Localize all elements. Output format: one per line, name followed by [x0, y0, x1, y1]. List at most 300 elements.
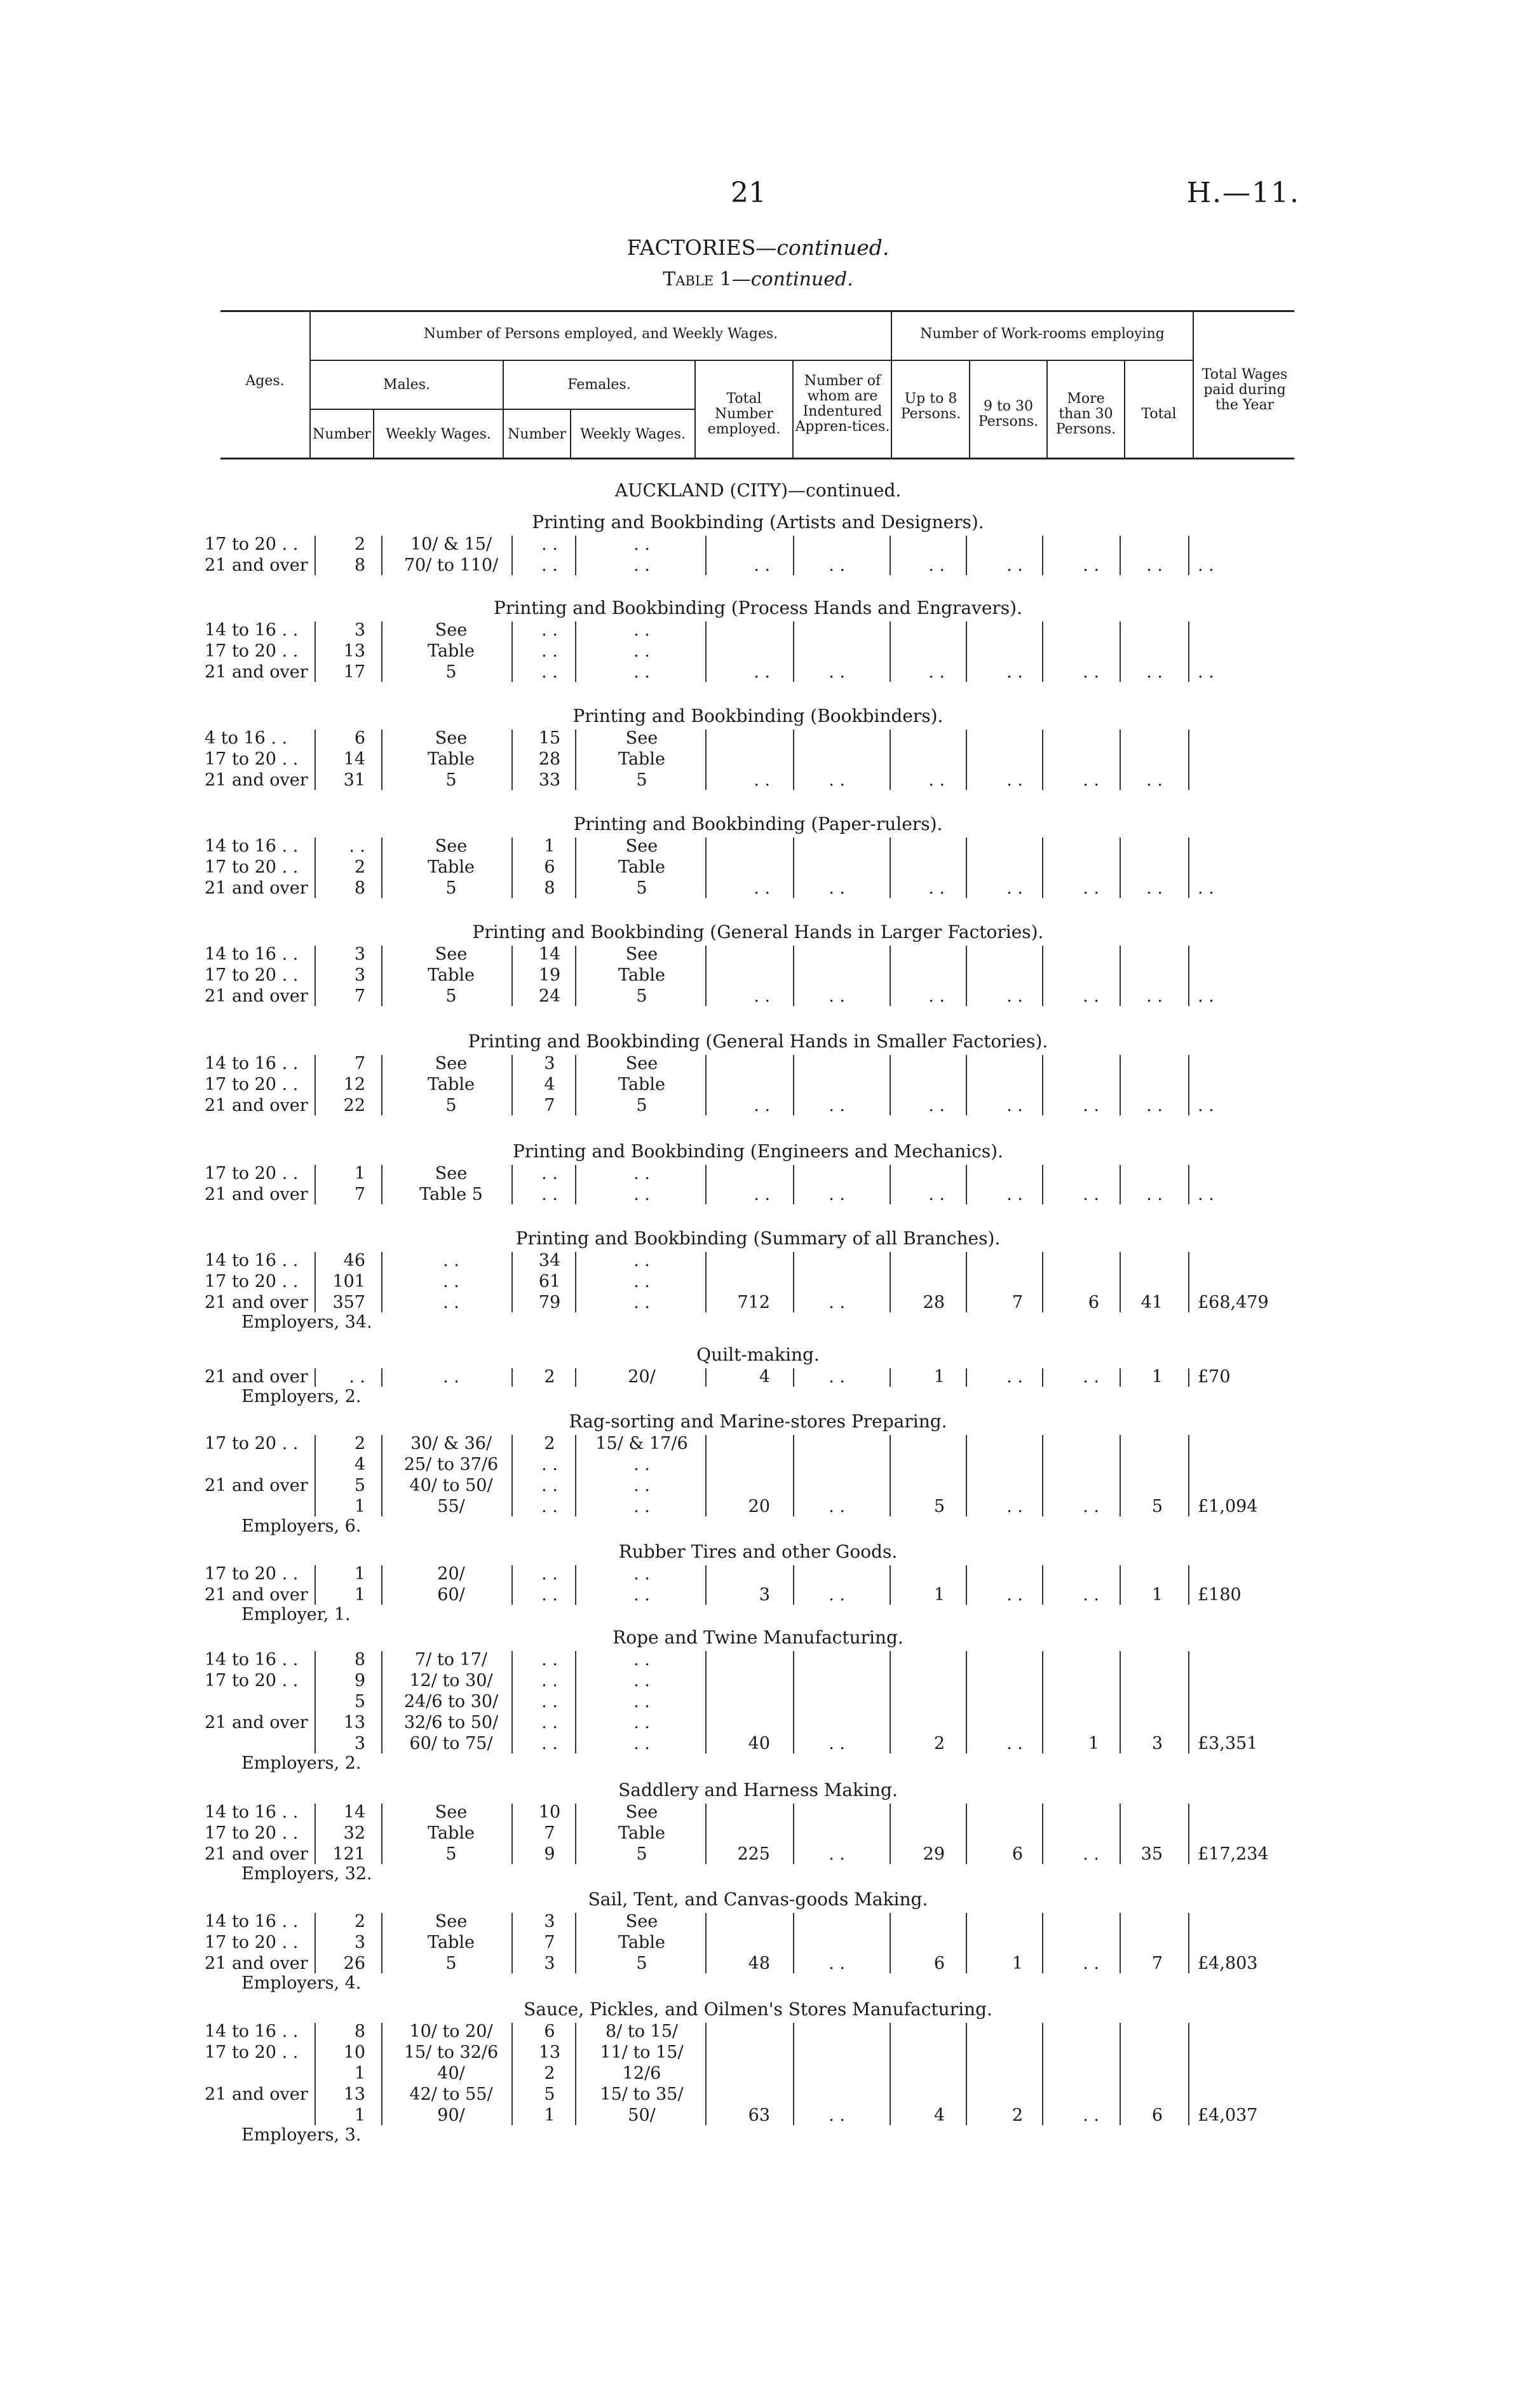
- cell-wtot: 1: [1151, 1585, 1163, 1605]
- column-rule: [793, 946, 794, 1006]
- cell-age: 17 to 20 . .: [205, 965, 299, 985]
- column-rule: [966, 946, 967, 1006]
- column-rule: [315, 946, 316, 1006]
- column-rule: [966, 2023, 967, 2125]
- cell-w30: . .: [1006, 1734, 1023, 1753]
- cell-wtot: 35: [1140, 1844, 1163, 1864]
- cell-age: 17 to 20 . .: [205, 1823, 299, 1843]
- cell-m-num: 1: [354, 1564, 365, 1584]
- cell-f-num: 19: [538, 965, 561, 985]
- cell-wtot: . .: [1146, 555, 1163, 575]
- header-more-than-30: More than 30 Persons.: [1055, 391, 1116, 437]
- cell-m-wage: 55/: [437, 1497, 465, 1516]
- column-rule: [890, 536, 891, 575]
- cell-m-wage: 5: [445, 770, 457, 790]
- cell-f-wage: Table: [618, 1933, 665, 1952]
- cell-m-wage: . .: [443, 1272, 459, 1291]
- cell-m-wage: 5: [445, 878, 457, 898]
- column-rule: [793, 1435, 794, 1516]
- column-rule: [890, 1435, 891, 1516]
- cell-total: 63: [748, 2105, 770, 2125]
- column-rule: [1120, 2023, 1121, 2125]
- cell-m-wage: 90/: [437, 2105, 465, 2125]
- section-title: Rag-sorting and Marine-stores Preparing.: [569, 1411, 947, 1432]
- cell-w30: 2: [1012, 2105, 1023, 2125]
- cell-wtot: . .: [1146, 986, 1163, 1006]
- cell-age: 21 and over: [205, 770, 308, 790]
- header-9-to-30: 9 to 30 Persons.: [978, 398, 1039, 430]
- cell-total: 40: [748, 1734, 770, 1753]
- header-males: Males.: [383, 377, 430, 393]
- cell-age: 21 and over: [205, 1096, 308, 1115]
- cell-m-wage: 40/ to 50/: [409, 1476, 493, 1495]
- cell-f-num: . .: [541, 662, 558, 682]
- column-rule: [705, 1368, 707, 1387]
- cell-age: 17 to 20 . .: [205, 534, 299, 554]
- cell-w30: . .: [1006, 770, 1023, 790]
- cell-appr: . .: [829, 878, 845, 898]
- cell-w30: . .: [1006, 878, 1023, 898]
- cell-f-num: 8: [544, 878, 555, 898]
- column-rule: [793, 1565, 794, 1605]
- cell-m-num: 5: [354, 1476, 365, 1495]
- column-rule: [1188, 730, 1189, 790]
- cell-age: 17 to 20 . .: [205, 1272, 299, 1291]
- cell-wages: . .: [1198, 878, 1214, 898]
- cell-m-wage: 5: [445, 986, 457, 1006]
- column-rule: [705, 946, 707, 1006]
- column-rule: [1188, 1055, 1189, 1115]
- column-rule: [511, 946, 513, 1006]
- cell-w30: . .: [1006, 1185, 1023, 1204]
- cell-m-num: 1: [354, 1585, 365, 1605]
- column-rule: [1120, 946, 1121, 1006]
- cell-wages: . .: [1198, 662, 1214, 682]
- column-rule: [1042, 1055, 1043, 1115]
- column-rule: [575, 1165, 576, 1204]
- cell-m-wage: See: [435, 1912, 468, 1931]
- cell-wmore: . .: [1083, 2105, 1099, 2125]
- column-rule: [1042, 1165, 1043, 1204]
- column-rule: [381, 622, 382, 682]
- cell-age: 21 and over: [205, 1954, 308, 1973]
- cell-m-num: 3: [354, 1734, 365, 1753]
- column-rule: [1188, 2023, 1189, 2125]
- cell-age: 17 to 20 . .: [205, 1434, 299, 1453]
- cell-f-wage: See: [625, 944, 658, 964]
- column-rule: [1042, 1252, 1043, 1312]
- cell-w30: . .: [1006, 555, 1023, 575]
- cell-m-num: 4: [354, 1455, 365, 1474]
- cell-f-wage: . .: [633, 1734, 650, 1753]
- cell-f-wage: . .: [633, 1455, 650, 1474]
- cell-f-wage: . .: [633, 662, 650, 682]
- column-rule: [381, 1055, 382, 1115]
- cell-m-num: 32: [343, 1823, 365, 1843]
- column-rule: [381, 1252, 382, 1312]
- cell-m-num: 7: [354, 1185, 365, 1204]
- cell-f-num: . .: [541, 1185, 558, 1204]
- column-rule: [1120, 1651, 1121, 1753]
- cell-m-num: . .: [349, 1367, 365, 1387]
- column-rule: [705, 622, 707, 682]
- employers-count: Employers, 3.: [241, 2125, 362, 2145]
- section-title: Sail, Tent, and Canvas-goods Making.: [588, 1889, 928, 1910]
- cell-f-wage: 12/6: [622, 2064, 661, 2083]
- cell-appr: . .: [829, 770, 845, 790]
- cell-w30: . .: [1006, 986, 1023, 1006]
- column-rule: [1042, 622, 1043, 682]
- column-rule: [511, 622, 513, 682]
- document-reference: H.—11.: [1186, 177, 1300, 209]
- cell-f-wage: . .: [633, 1585, 650, 1605]
- cell-age: 21 and over: [205, 1185, 308, 1204]
- header-male-number: Number: [313, 426, 371, 442]
- cell-w8: 1: [933, 1585, 945, 1605]
- cell-age: 14 to 16 . .: [205, 1802, 299, 1822]
- cell-w8: 5: [933, 1497, 945, 1516]
- column-rule: [315, 838, 316, 898]
- cell-m-num: 10: [343, 2043, 365, 2062]
- column-rule: [315, 1913, 316, 1973]
- cell-f-num: 2: [544, 1434, 555, 1453]
- column-rule: [511, 730, 513, 790]
- cell-total: . .: [754, 986, 770, 1006]
- column-rule: [511, 1804, 513, 1864]
- cell-wmore: 1: [1088, 1734, 1099, 1753]
- column-rule: [575, 1565, 576, 1605]
- cell-f-wage: . .: [633, 620, 650, 640]
- cell-w30: 7: [1012, 1293, 1023, 1312]
- cell-f-wage: . .: [633, 1476, 650, 1495]
- cell-m-wage: Table 5: [419, 1185, 483, 1204]
- cell-f-num: 2: [544, 2064, 555, 2083]
- section-title: Printing and Bookbinding (General Hands in Smaller Factories).: [468, 1031, 1048, 1052]
- cell-f-num: 24: [538, 986, 561, 1006]
- cell-wages: £17,234: [1198, 1844, 1269, 1864]
- cell-f-wage: 5: [636, 986, 647, 1006]
- column-rule: [793, 1913, 794, 1973]
- cell-f-wage: 20/: [628, 1367, 656, 1387]
- cell-f-wage: . .: [633, 1713, 650, 1732]
- cell-wmore: . .: [1083, 1585, 1099, 1605]
- cell-f-num: 7: [544, 1933, 555, 1952]
- column-rule: [1042, 2023, 1043, 2125]
- cell-f-wage: . .: [633, 641, 650, 661]
- column-rule: [511, 536, 513, 575]
- cell-f-wage: Table: [618, 1075, 665, 1094]
- cell-m-num: 8: [354, 878, 365, 898]
- cell-m-wage: Table: [428, 1075, 475, 1094]
- cell-total: 48: [748, 1954, 770, 1973]
- table-label-continued: —continued.: [731, 268, 853, 290]
- cell-m-wage: . .: [443, 1293, 459, 1312]
- cell-m-num: 1: [354, 1164, 365, 1183]
- employers-count: Employers, 2.: [241, 1753, 362, 1773]
- cell-f-num: . .: [541, 1713, 558, 1732]
- cell-m-wage: 60/: [437, 1585, 465, 1605]
- column-rule: [381, 1913, 382, 1973]
- column-rule: [1120, 1368, 1121, 1387]
- cell-wmore: . .: [1083, 878, 1099, 898]
- cell-age: 17 to 20 . .: [205, 1933, 299, 1952]
- column-rule: [966, 1252, 967, 1312]
- cell-m-num: 1: [354, 2064, 365, 2083]
- header-up-to-8: Up to 8 Persons.: [900, 391, 961, 422]
- column-rule: [315, 1368, 316, 1387]
- cell-f-wage: . .: [633, 1692, 650, 1711]
- cell-m-wage: 70/ to 110/: [403, 555, 499, 575]
- cell-m-num: 14: [343, 1802, 365, 1822]
- column-rule: [575, 1651, 576, 1753]
- cell-f-num: 9: [544, 1844, 555, 1864]
- cell-appr: . .: [829, 1096, 845, 1115]
- cell-age: 4 to 16 . .: [205, 728, 288, 748]
- column-rule: [575, 1804, 576, 1864]
- column-rule: [890, 1651, 891, 1753]
- cell-age: 14 to 16 . .: [205, 1054, 299, 1073]
- column-rule: [1042, 1804, 1043, 1864]
- cell-w8: . .: [928, 1185, 945, 1204]
- cell-w30: 1: [1012, 1954, 1023, 1973]
- cell-m-wage: 42/ to 55/: [409, 2085, 493, 2104]
- cell-age: 17 to 20 . .: [205, 1671, 299, 1690]
- cell-total: 225: [737, 1844, 770, 1864]
- header-females: Females.: [567, 377, 631, 393]
- cell-appr: . .: [829, 1844, 845, 1864]
- section-title: Rubber Tires and other Goods.: [618, 1541, 898, 1562]
- cell-f-wage: . .: [633, 1272, 650, 1291]
- cell-m-wage: 25/ to 37/6: [403, 1455, 499, 1474]
- cell-f-num: 14: [538, 944, 561, 964]
- column-rule: [315, 622, 316, 682]
- cell-m-wage: Table: [428, 857, 475, 877]
- cell-w30: . .: [1006, 1096, 1023, 1115]
- cell-wtot: . .: [1146, 1096, 1163, 1115]
- cell-wmore: . .: [1083, 986, 1099, 1006]
- column-rule: [1042, 1368, 1043, 1387]
- column-rule: [381, 838, 382, 898]
- cell-age: 21 and over: [205, 1844, 308, 1864]
- cell-m-wage: See: [435, 728, 468, 748]
- cell-f-wage: See: [625, 728, 658, 748]
- cell-w8: 1: [933, 1367, 945, 1387]
- cell-f-num: . .: [541, 1476, 558, 1495]
- column-rule: [381, 1565, 382, 1605]
- cell-m-wage: 5: [445, 662, 457, 682]
- column-rule: [575, 536, 576, 575]
- column-rule: [381, 730, 382, 790]
- column-rule: [575, 1368, 576, 1387]
- cell-f-num: 28: [538, 749, 561, 769]
- cell-f-wage: 5: [636, 770, 647, 790]
- cell-appr: . .: [829, 2105, 845, 2125]
- cell-total: . .: [754, 662, 770, 682]
- title-main: FACTORIES: [626, 235, 756, 260]
- cell-m-num: 7: [354, 986, 365, 1006]
- column-rule: [575, 730, 576, 790]
- column-rule: [575, 622, 576, 682]
- cell-m-num: 46: [343, 1251, 365, 1270]
- column-rule: [511, 2023, 513, 2125]
- cell-f-wage: 8/ to 15/: [606, 2022, 678, 2041]
- cell-m-num: 26: [343, 1954, 365, 1973]
- column-rule: [575, 1055, 576, 1115]
- cell-wtot: 41: [1140, 1293, 1163, 1312]
- cell-age: 17 to 20 . .: [205, 1564, 299, 1584]
- cell-f-num: . .: [541, 1497, 558, 1516]
- column-rule: [890, 1165, 891, 1204]
- cell-m-num: 13: [343, 2085, 365, 2104]
- cell-appr: . .: [829, 1497, 845, 1516]
- column-rule: [315, 1804, 316, 1864]
- cell-m-num: 2: [354, 1434, 365, 1453]
- cell-f-wage: 5: [636, 878, 647, 898]
- header-male-wages: Weekly Wages.: [386, 426, 491, 442]
- column-rule: [1042, 536, 1043, 575]
- cell-appr: . .: [829, 1954, 845, 1973]
- cell-age: 21 and over: [205, 1585, 308, 1605]
- section-title: Printing and Bookbinding (Process Hands and Engravers).: [494, 597, 1022, 618]
- cell-f-num: 61: [538, 1272, 561, 1291]
- cell-m-wage: See: [435, 620, 468, 640]
- column-rule: [1042, 838, 1043, 898]
- column-rule: [966, 730, 967, 790]
- cell-f-wage: See: [625, 1912, 658, 1931]
- column-rule: [511, 1565, 513, 1605]
- cell-f-wage: Table: [618, 749, 665, 769]
- column-rule: [705, 730, 707, 790]
- cell-age: 21 and over: [205, 1713, 308, 1732]
- cell-w8: . .: [928, 986, 945, 1006]
- cell-age: 17 to 20 . .: [205, 2043, 299, 2062]
- cell-f-num: 3: [544, 1954, 555, 1973]
- cell-m-num: 8: [354, 555, 365, 575]
- cell-w8: 29: [923, 1844, 945, 1864]
- cell-total: 4: [759, 1367, 770, 1387]
- cell-f-wage: . .: [633, 1564, 650, 1584]
- cell-f-wage: Table: [618, 965, 665, 985]
- cell-f-wage: . .: [633, 1293, 650, 1312]
- cell-age: 17 to 20 . .: [205, 641, 299, 661]
- cell-wtot: . .: [1146, 878, 1163, 898]
- cell-m-num: 2: [354, 857, 365, 877]
- cell-f-wage: . .: [633, 1671, 650, 1690]
- column-rule: [793, 1368, 794, 1387]
- cell-m-wage: 10/ to 20/: [409, 2022, 493, 2041]
- cell-f-num: 3: [544, 1054, 555, 1073]
- cell-wages: £68,479: [1198, 1293, 1269, 1312]
- cell-m-num: 6: [354, 728, 365, 748]
- header-ages: Ages.: [245, 373, 285, 389]
- column-rule: [705, 838, 707, 898]
- header-female-wages: Weekly Wages.: [580, 426, 686, 442]
- cell-f-num: 6: [544, 857, 555, 877]
- cell-wages: . .: [1198, 986, 1214, 1006]
- cell-m-num: 1: [354, 2105, 365, 2125]
- cell-m-wage: 7/ to 17/: [415, 1650, 487, 1670]
- column-rule: [1188, 1913, 1189, 1973]
- cell-wages: . .: [1198, 555, 1214, 575]
- employers-count: Employers, 6.: [241, 1516, 362, 1536]
- cell-m-num: . .: [349, 836, 365, 856]
- cell-wmore: . .: [1083, 1096, 1099, 1115]
- column-rule: [575, 946, 576, 1006]
- cell-age: 14 to 16 . .: [205, 1251, 299, 1270]
- cell-m-num: 13: [343, 1713, 365, 1732]
- cell-f-num: 79: [538, 1293, 561, 1312]
- cell-appr: . .: [829, 662, 845, 682]
- cell-w30: . .: [1006, 1497, 1023, 1516]
- cell-m-wage: Table: [428, 749, 475, 769]
- column-rule: [793, 1165, 794, 1204]
- column-rule: [966, 536, 967, 575]
- cell-f-num: 10: [538, 1802, 561, 1822]
- cell-f-wage: 15/ to 35/: [600, 2085, 684, 2104]
- cell-m-wage: 5: [445, 1954, 457, 1973]
- cell-total: . .: [754, 770, 770, 790]
- region-heading: AUCKLAND (CITY)—continued.: [614, 480, 902, 501]
- cell-appr: . .: [829, 986, 845, 1006]
- column-rule: [705, 1804, 707, 1864]
- cell-f-num: 2: [544, 1367, 555, 1387]
- cell-f-num: 5: [544, 2085, 555, 2104]
- cell-wmore: . .: [1083, 1497, 1099, 1516]
- column-rule: [381, 1165, 382, 1204]
- column-rule: [890, 946, 891, 1006]
- cell-w8: 2: [933, 1734, 945, 1753]
- column-rule: [511, 1165, 513, 1204]
- cell-m-num: 14: [343, 749, 365, 769]
- cell-f-wage: 5: [636, 1096, 647, 1115]
- column-rule: [1188, 1804, 1189, 1864]
- cell-f-num: . .: [541, 534, 558, 554]
- cell-appr: . .: [829, 1585, 845, 1605]
- cell-wtot: . .: [1146, 1185, 1163, 1204]
- cell-wages: . .: [1198, 1185, 1214, 1204]
- cell-f-wage: Table: [618, 857, 665, 877]
- cell-f-num: . .: [541, 1455, 558, 1474]
- cell-f-num: 15: [538, 728, 561, 748]
- column-rule: [890, 1565, 891, 1605]
- cell-m-wage: . .: [443, 1367, 459, 1387]
- cell-age: 21 and over: [205, 555, 308, 575]
- column-rule: [381, 1435, 382, 1516]
- column-rule: [315, 536, 316, 575]
- column-rule: [315, 1435, 316, 1516]
- column-rule: [705, 1651, 707, 1753]
- cell-total: 3: [759, 1585, 770, 1605]
- cell-wages: £180: [1198, 1585, 1242, 1605]
- column-rule: [890, 730, 891, 790]
- column-rule: [705, 1913, 707, 1973]
- column-rule: [575, 1913, 576, 1973]
- column-rule: [381, 536, 382, 575]
- cell-f-num: . .: [541, 1671, 558, 1690]
- cell-wtot: 7: [1151, 1954, 1163, 1973]
- cell-wmore: . .: [1083, 555, 1099, 575]
- cell-m-num: 13: [343, 641, 365, 661]
- column-rule: [793, 1055, 794, 1115]
- column-rule: [315, 1252, 316, 1312]
- column-rule: [381, 1368, 382, 1387]
- column-rule: [315, 1165, 316, 1204]
- column-rule: [1188, 1368, 1189, 1387]
- column-rule: [890, 838, 891, 898]
- column-rule: [1120, 1435, 1121, 1516]
- cell-f-wage: See: [625, 1054, 658, 1073]
- column-rule: [705, 1055, 707, 1115]
